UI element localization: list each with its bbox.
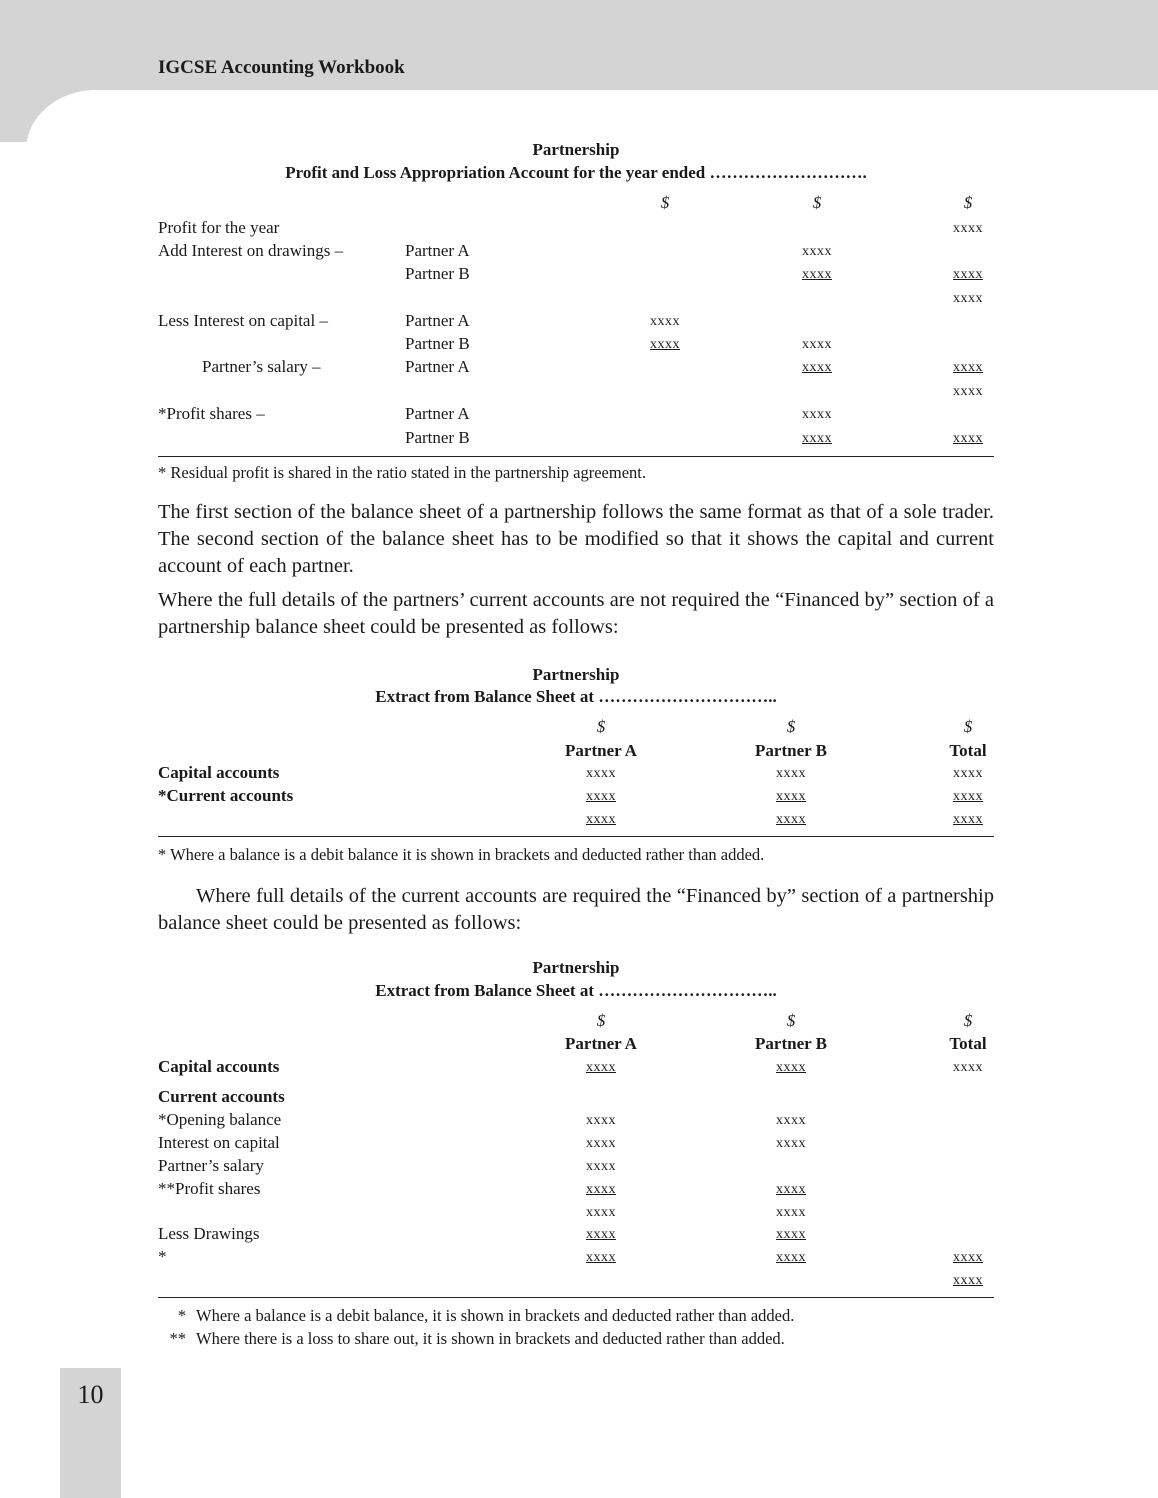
col-total: Total bbox=[949, 741, 987, 760]
currency-col2: $ bbox=[812, 193, 822, 212]
cell: xxxx bbox=[802, 407, 832, 422]
currency-total: $ bbox=[963, 1011, 973, 1030]
bs1-footnote: * Where a balance is a debit balance it is shown in brackets and deducted rather than added. bbox=[158, 845, 765, 864]
bs2-footnote-1: Where a balance is a debit balance, it is shown in brackets and deducted rather than added. bbox=[196, 1306, 795, 1325]
table-rule bbox=[158, 1297, 994, 1298]
table-rule bbox=[158, 456, 994, 457]
cell: xxxx bbox=[586, 1060, 616, 1075]
cell: xxxx bbox=[802, 244, 832, 259]
cell: xxxx bbox=[776, 1060, 806, 1075]
cell: xxxx bbox=[802, 431, 832, 446]
partner-a-label: Partner A bbox=[405, 404, 470, 423]
cell: xxxx bbox=[953, 384, 983, 399]
row-add-interest-label: Add Interest on drawings – bbox=[158, 241, 344, 260]
cell: xxxx bbox=[776, 1250, 806, 1265]
cell: xxxx bbox=[650, 314, 680, 329]
cell: xxxx bbox=[586, 766, 616, 781]
currency-b: $ bbox=[786, 717, 796, 736]
col-partner-a: Partner A bbox=[565, 1034, 637, 1053]
row-salary-label: Partner’s salary bbox=[158, 1156, 264, 1175]
row-shares-label: **Profit shares bbox=[158, 1179, 261, 1198]
cell: xxxx bbox=[953, 789, 983, 804]
table-rule bbox=[158, 836, 994, 837]
pla-footnote: * Residual profit is shared in the ratio stated in the partnership agreement. bbox=[158, 463, 646, 482]
row-current-label: *Current accounts bbox=[158, 786, 294, 805]
pla-title: Partnership bbox=[532, 140, 620, 159]
partner-a-label: Partner A bbox=[405, 357, 470, 376]
currency-col3: $ bbox=[963, 193, 973, 212]
current-accounts-heading: Current accounts bbox=[158, 1087, 285, 1106]
cell: xxxx bbox=[953, 221, 983, 236]
cell: xxxx bbox=[953, 291, 983, 306]
row-capital-label: Capital accounts bbox=[158, 763, 280, 782]
col-partner-b: Partner B bbox=[755, 741, 827, 760]
currency-total: $ bbox=[963, 717, 973, 736]
row-salary-label: Partner’s salary – bbox=[202, 357, 321, 376]
pla-subtitle: Profit and Loss Appropriation Account for the year ended ………………………. bbox=[285, 163, 867, 182]
cell: xxxx bbox=[776, 789, 806, 804]
cell: xxxx bbox=[586, 1227, 616, 1242]
cell: xxxx bbox=[586, 789, 616, 804]
footnote-mark-2: ** bbox=[169, 1329, 186, 1348]
currency-a: $ bbox=[596, 717, 606, 736]
cell: xxxx bbox=[802, 337, 832, 352]
cell: xxxx bbox=[650, 337, 680, 352]
page-number: 10 bbox=[77, 1380, 104, 1409]
currency-b: $ bbox=[786, 1011, 796, 1030]
row-less-interest-label: Less Interest on capital – bbox=[158, 311, 328, 330]
cell: xxxx bbox=[953, 431, 983, 446]
cell: xxxx bbox=[953, 766, 983, 781]
header-curve bbox=[26, 90, 206, 230]
row-opening-label: *Opening balance bbox=[158, 1110, 282, 1129]
cell: xxxx bbox=[586, 812, 616, 827]
cell: xxxx bbox=[953, 1250, 983, 1265]
bs2-title: Partnership bbox=[532, 958, 620, 977]
cell: xxxx bbox=[802, 360, 832, 375]
paragraph-3: Where full details of the current accounts are required the “Financed by” section of a partnership balance sheet could be presented as follows: bbox=[158, 885, 994, 934]
partner-a-label: Partner A bbox=[405, 241, 470, 260]
row-star-label: * bbox=[158, 1247, 167, 1266]
col-total: Total bbox=[949, 1034, 987, 1053]
bs2-subtitle: Extract from Balance Sheet at ………………………….. bbox=[375, 981, 777, 1000]
row-profit-label: Profit for the year bbox=[158, 218, 280, 237]
cell: xxxx bbox=[776, 812, 806, 827]
cell: xxxx bbox=[953, 267, 983, 282]
cell: xxxx bbox=[586, 1182, 616, 1197]
cell: xxxx bbox=[802, 267, 832, 282]
bs2-footnote-2: Where there is a loss to share out, it is shown in brackets and deducted rather than added. bbox=[196, 1329, 785, 1348]
bs1-subtitle: Extract from Balance Sheet at ………………………….. bbox=[375, 687, 777, 706]
cell: xxxx bbox=[776, 1182, 806, 1197]
partner-b-label: Partner B bbox=[405, 428, 470, 447]
partner-a-label: Partner A bbox=[405, 311, 470, 330]
col-partner-b: Partner B bbox=[755, 1034, 827, 1053]
partner-b-label: Partner B bbox=[405, 334, 470, 353]
paragraph-1: The first section of the balance sheet of a partnership follows the same format as that of a sole trader. The second section of the balance sheet has to be modified so that it shows the capital and current account of each partner. bbox=[158, 501, 994, 577]
cell: xxxx bbox=[586, 1205, 616, 1220]
currency-col1: $ bbox=[660, 193, 670, 212]
cell: xxxx bbox=[953, 812, 983, 827]
footnote-mark-1: * bbox=[177, 1306, 186, 1325]
row-interest-label: Interest on capital bbox=[158, 1133, 280, 1152]
cell: xxxx bbox=[586, 1250, 616, 1265]
cell: xxxx bbox=[776, 1113, 806, 1128]
bs1-title: Partnership bbox=[532, 665, 620, 684]
cell: xxxx bbox=[776, 1227, 806, 1242]
cell: xxxx bbox=[776, 1136, 806, 1151]
cell: xxxx bbox=[776, 766, 806, 781]
paragraph-2: Where the full details of the partners’ current accounts are not required the “Financed by” section of a partnership balance sheet could be presented as follows: bbox=[158, 589, 994, 638]
cell: xxxx bbox=[586, 1159, 616, 1174]
cell: xxxx bbox=[776, 1205, 806, 1220]
running-head: IGCSE Accounting Workbook bbox=[158, 57, 405, 78]
currency-a: $ bbox=[596, 1011, 606, 1030]
cell: xxxx bbox=[953, 1060, 983, 1075]
cell: xxxx bbox=[586, 1136, 616, 1151]
row-drawings-label: Less Drawings bbox=[158, 1224, 260, 1243]
col-partner-a: Partner A bbox=[565, 741, 637, 760]
row-capital-label: Capital accounts bbox=[158, 1057, 280, 1076]
cell: xxxx bbox=[586, 1113, 616, 1128]
cell: xxxx bbox=[953, 1273, 983, 1288]
cell: xxxx bbox=[953, 360, 983, 375]
row-shares-label: *Profit shares – bbox=[158, 404, 265, 423]
partner-b-label: Partner B bbox=[405, 264, 470, 283]
